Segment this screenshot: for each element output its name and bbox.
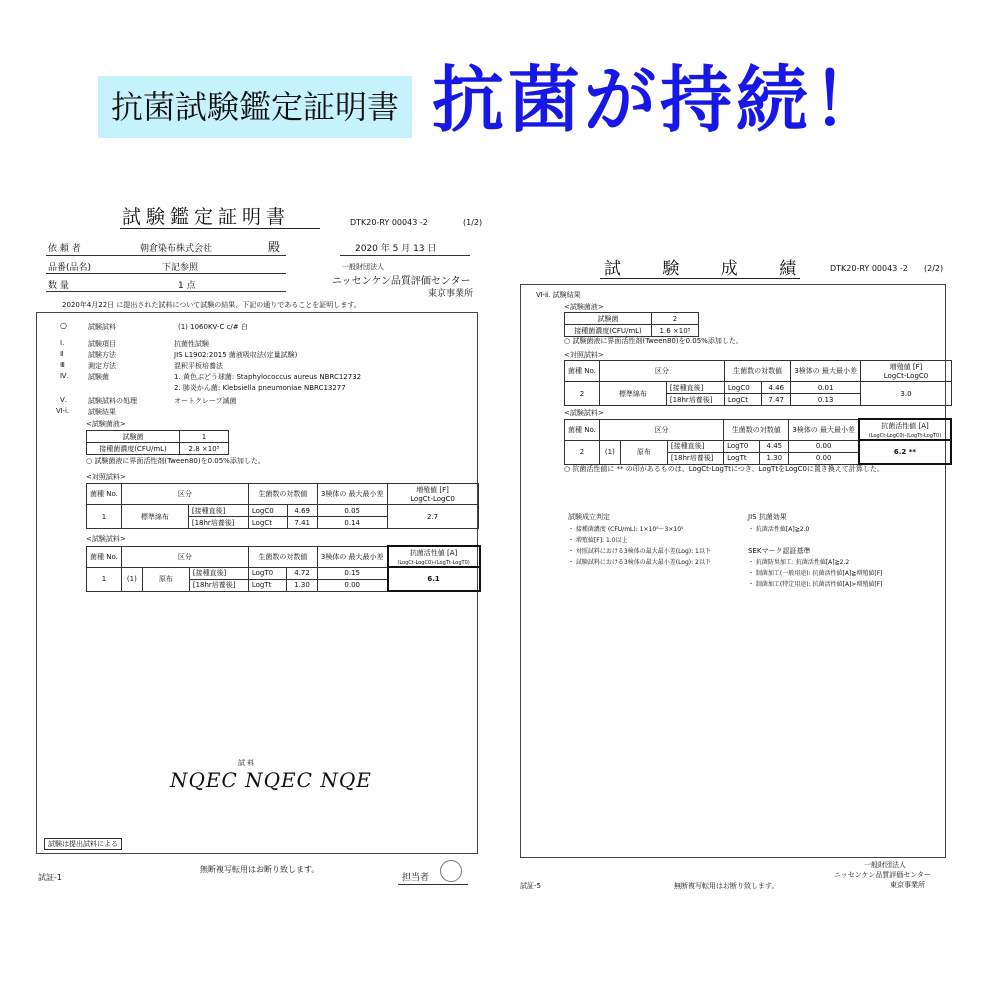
cell: 4.46	[762, 382, 791, 394]
cert2-note: ○ 試験菌液に界面活性剤(Tween80)を0.05%添加した。	[564, 337, 743, 345]
cert1-product-label: 品番(品名)	[48, 263, 92, 273]
cert1-item-no: Ⅱ	[60, 350, 64, 358]
cell: LogTt	[724, 452, 760, 464]
cert1-client: 朝倉染布株式会社	[140, 244, 213, 254]
growth-formula: LogCt-LogC0	[410, 495, 455, 503]
cell: 2.8 ×10⁵	[180, 443, 229, 455]
cert1-item-value: 抗菌性試験	[174, 340, 209, 348]
cell: 標準綿布	[599, 382, 666, 406]
cell: [18hr培養後]	[666, 394, 724, 406]
cert1-test-caption: <試験試料>	[86, 535, 126, 543]
cell	[387, 484, 478, 505]
cert2-section: Ⅵ-ⅱ. 試験結果	[536, 291, 581, 299]
cert1-doc-no: DTK20-RY 00043 -2	[350, 218, 428, 227]
certificate-page-1	[30, 190, 490, 890]
cert2-test-caption: <試験試料>	[564, 409, 604, 417]
cell: 2.7	[387, 505, 478, 529]
cell: 原布	[620, 440, 667, 464]
cert1-footer-box: 試験は提出試料による	[44, 838, 122, 850]
cert1-item-label: 試験菌	[88, 373, 109, 381]
activity-formula: (LogCt-LogC0)-(LogTt-LogT0)	[397, 559, 470, 566]
activity-formula: (LogCt-LogC0)-(LogTt-LogT0)	[868, 432, 942, 439]
cert1-honorific: 殿	[268, 240, 281, 254]
cell: 接種菌濃度(CFU/mL)	[87, 443, 180, 455]
cert1-org: ニッセンケン品質評価センター	[332, 276, 471, 287]
cert1-test-table	[86, 545, 481, 592]
cert1-intro: 2020年4月22日 に提出された試料について試験の結果、下記の通りであることを証明します。	[62, 301, 361, 309]
cell: 0.00	[789, 452, 859, 464]
cert1-item-value: JIS L1902:2015 菌液吸収法(定量試験)	[174, 351, 298, 359]
cert1-date: 2020 年 5 月 13 日	[355, 244, 437, 254]
cell	[859, 419, 951, 440]
cell: 6.1	[388, 567, 480, 591]
cell: 3検体の 最大最小差	[317, 546, 387, 567]
cert1-item-no: Ⅳ.	[60, 372, 69, 380]
cert2-inoculum-table	[564, 312, 699, 337]
cell: 2	[652, 313, 699, 325]
cell: 接種菌濃度(CFU/mL)	[565, 325, 652, 337]
cell: 1.30	[287, 579, 318, 591]
cert1-copyright: 無断複写転用はお断り致します。	[200, 865, 320, 874]
cert1-item-label: 試験項目	[88, 340, 116, 348]
cert1-item-no: Ⅲ	[60, 361, 65, 369]
growth-header: 増殖値 [F]	[889, 363, 923, 371]
cert1-item-value: 混釈平板培養法	[174, 362, 223, 370]
cell: 生菌数の対数値	[248, 484, 317, 505]
activity-header: 抗菌活性値 [A]	[409, 548, 458, 557]
cert1-control-table	[86, 483, 479, 529]
cert1-sample-caption: 試 料	[238, 759, 255, 767]
cell: 試験菌	[565, 313, 652, 325]
cell: 3検体の 最大最小差	[317, 484, 387, 505]
cell: 生菌数の対数値	[724, 361, 790, 382]
cert1-product: 下記参照	[162, 263, 199, 273]
cert1-sample-value: (1) 1060KV-C c/# 白	[178, 323, 248, 331]
cert1-inoculum-caption: <試験菌液>	[86, 420, 126, 428]
certificate-page-2	[512, 240, 952, 900]
cert1-client-label: 依 頼 者	[48, 244, 81, 254]
cell: 1.30	[760, 452, 789, 464]
cell: 1	[87, 505, 122, 529]
cell: 4.45	[760, 440, 789, 452]
cert1-page-no: (1/2)	[463, 218, 483, 227]
cell: 3検体の 最大最小差	[789, 419, 859, 440]
cell: (1)	[599, 440, 620, 464]
cert1-staff: 担当者	[402, 873, 430, 883]
cell: (1)	[121, 567, 142, 591]
cell: 標準綿布	[121, 505, 188, 529]
sek-item: ・ 抗菌防臭加工: 抗菌活性値[A]≧2.2	[748, 559, 850, 566]
cell: 区分	[121, 484, 248, 505]
cell: 原布	[142, 567, 189, 591]
cell: 菌種 No.	[87, 546, 122, 567]
cell: LogTt	[248, 579, 286, 591]
cert1-item-label: 試験結果	[88, 408, 116, 416]
cell: 1	[180, 431, 229, 443]
cell: [接種直後]	[667, 440, 723, 452]
cell: 生菌数の対数値	[248, 546, 317, 567]
cell: 区分	[599, 361, 724, 382]
cert1-item-label: 測定方法	[88, 362, 116, 370]
cert2-org: ニッセンケン品質評価センター	[834, 871, 931, 879]
cell: 区分	[599, 419, 723, 440]
cert2-test-table	[564, 418, 952, 465]
cert2-copyright: 無断複写転用はお断り致します。	[674, 882, 779, 890]
staff-seal-icon	[440, 860, 462, 882]
cell: [接種直後]	[666, 382, 724, 394]
cert1-sample-mark: ○	[60, 321, 67, 330]
cell: 3検体の 最大最小差	[791, 361, 861, 382]
cell: 区分	[121, 546, 248, 567]
cell: 1	[87, 567, 122, 591]
cell: LogT0	[724, 440, 760, 452]
cell: 2	[565, 440, 600, 464]
cell: 1.6 ×10⁵	[652, 325, 699, 337]
certificate-label: 抗菌試験鑑定証明書	[98, 76, 412, 138]
cell: [18hr培養後]	[667, 452, 723, 464]
cert1-item-value: 1. 黄色ぶどう球菌: Staphylococcus aureus NBRC12732	[174, 373, 362, 381]
cell: 7.41	[287, 517, 317, 529]
sek-item: ・ 制菌加工(特定用途): 抗菌活性値[A]>増殖値[F]	[748, 581, 883, 588]
cert2-activity-note: ○ 抗菌活性値に ** の印があるものは、LogCt-LogTtにつき、LogTtをLogC0に置き換えて計算した。	[564, 465, 884, 473]
cell: LogCt	[248, 517, 287, 529]
cell	[388, 546, 480, 567]
cell: LogC0	[724, 382, 761, 394]
cell: 菌種 No.	[565, 419, 600, 440]
cell: 0.15	[317, 567, 387, 579]
cell: LogCt	[724, 394, 761, 406]
cell: 7.47	[762, 394, 791, 406]
cert1-item-label: 試験試料の処理	[88, 397, 137, 405]
cert1-control-caption: <対照試料>	[86, 473, 126, 481]
criteria-item: ・ 接種菌濃度 (CFU/mL): 1×10⁵～3×10⁵	[568, 526, 684, 533]
cert1-office: 東京事業所	[428, 289, 474, 299]
cell: 4.69	[287, 505, 317, 517]
cert1-item-value: 2. 肺炎かん菌: Klebsiella pneumoniae NBRC13277	[174, 384, 346, 392]
sek-item: ・ 制菌加工(一般用途): 抗菌活性値[A]≧増殖値[F]	[748, 570, 883, 577]
cell: [18hr培養後]	[188, 517, 248, 529]
cert1-item-no: Ⅰ.	[60, 339, 65, 347]
cell: 2	[565, 382, 600, 406]
cert2-control-caption: <対照試料>	[564, 351, 604, 359]
cell: [接種直後]	[188, 505, 248, 517]
criteria-item: ・ 増殖値[F]: 1.0以上	[568, 537, 628, 544]
cell: 0.14	[317, 517, 387, 529]
cert2-jis-title: JIS 抗菌効果	[748, 513, 787, 521]
cert2-inoculum-caption: <試験菌液>	[564, 303, 604, 311]
cell: 0.01	[791, 382, 861, 394]
cert2-control-table	[564, 360, 952, 406]
cert1-inoculum-table	[86, 430, 229, 455]
cert1-title: 試験鑑定証明書	[122, 206, 291, 228]
activity-header: 抗菌活性値 [A]	[881, 421, 929, 430]
cell: 0.00	[317, 579, 387, 591]
cert2-office: 東京事業所	[890, 881, 925, 889]
cert1-qty: 1 点	[178, 281, 196, 291]
cell: 菌種 No.	[565, 361, 600, 382]
cert1-org-type: 一般財団法人	[342, 263, 384, 271]
cell: 3.0	[861, 382, 952, 406]
cert1-item-label: 試験方法	[88, 351, 116, 359]
cell: 0.00	[789, 440, 859, 452]
criteria-item: ・ 対照試料における3検体の最大最小差(Log): 1以下	[568, 548, 711, 555]
growth-formula: LogCt-LogC0	[883, 372, 929, 380]
cell: [接種直後]	[189, 567, 248, 579]
cell: 0.13	[791, 394, 861, 406]
cert1-note: ○ 試験菌液に界面活性剤(Tween80)を0.05%添加した。	[86, 457, 265, 465]
cert2-org-type: 一般財団法人	[864, 861, 906, 869]
cell: 菌種 No.	[87, 484, 122, 505]
cell	[861, 361, 952, 382]
cert2-sek-title: SEKマーク認証基準	[748, 547, 811, 555]
cert2-page-code: 試証-5	[520, 882, 541, 890]
cell: 0.05	[317, 505, 387, 517]
cell: 生菌数の対数値	[724, 419, 789, 440]
headline-title: 抗菌が持続！	[432, 58, 889, 142]
cert1-sample-label: 試験試料	[88, 323, 116, 331]
cert1-item-no: Ⅴ.	[60, 396, 68, 404]
cert2-page-no: (2/2)	[924, 264, 944, 273]
cert1-item-value: オートクレーブ滅菌	[174, 397, 237, 405]
cert1-item-no: Ⅵ-ⅰ.	[56, 407, 70, 415]
growth-header: 増殖値 [F]	[416, 486, 449, 494]
cell: 4.72	[287, 567, 318, 579]
cert2-title: 試 験 成 績	[604, 259, 815, 279]
cert2-criteria-title: 試験成立判定	[568, 513, 610, 521]
cert1-sample-swatch: NQEC NQEC NQE	[170, 768, 372, 792]
cert1-qty-label: 数 量	[48, 281, 69, 291]
cell: LogC0	[248, 505, 287, 517]
cert1-title-underline	[120, 228, 320, 229]
cell: [18hr培養後]	[189, 579, 248, 591]
jis-item: ・ 抗菌活性値[A]≧2.0	[748, 526, 810, 533]
cell: 試験菌	[87, 431, 180, 443]
cell: 6.2 **	[859, 440, 951, 464]
cert1-page-code: 試証-1	[38, 873, 62, 882]
criteria-item: ・ 試験試料における3検体の最大最小差(Log): 2以下	[568, 559, 711, 566]
cert2-doc-no: DTK20-RY 00043 -2	[830, 264, 908, 273]
cell: LogT0	[248, 567, 286, 579]
